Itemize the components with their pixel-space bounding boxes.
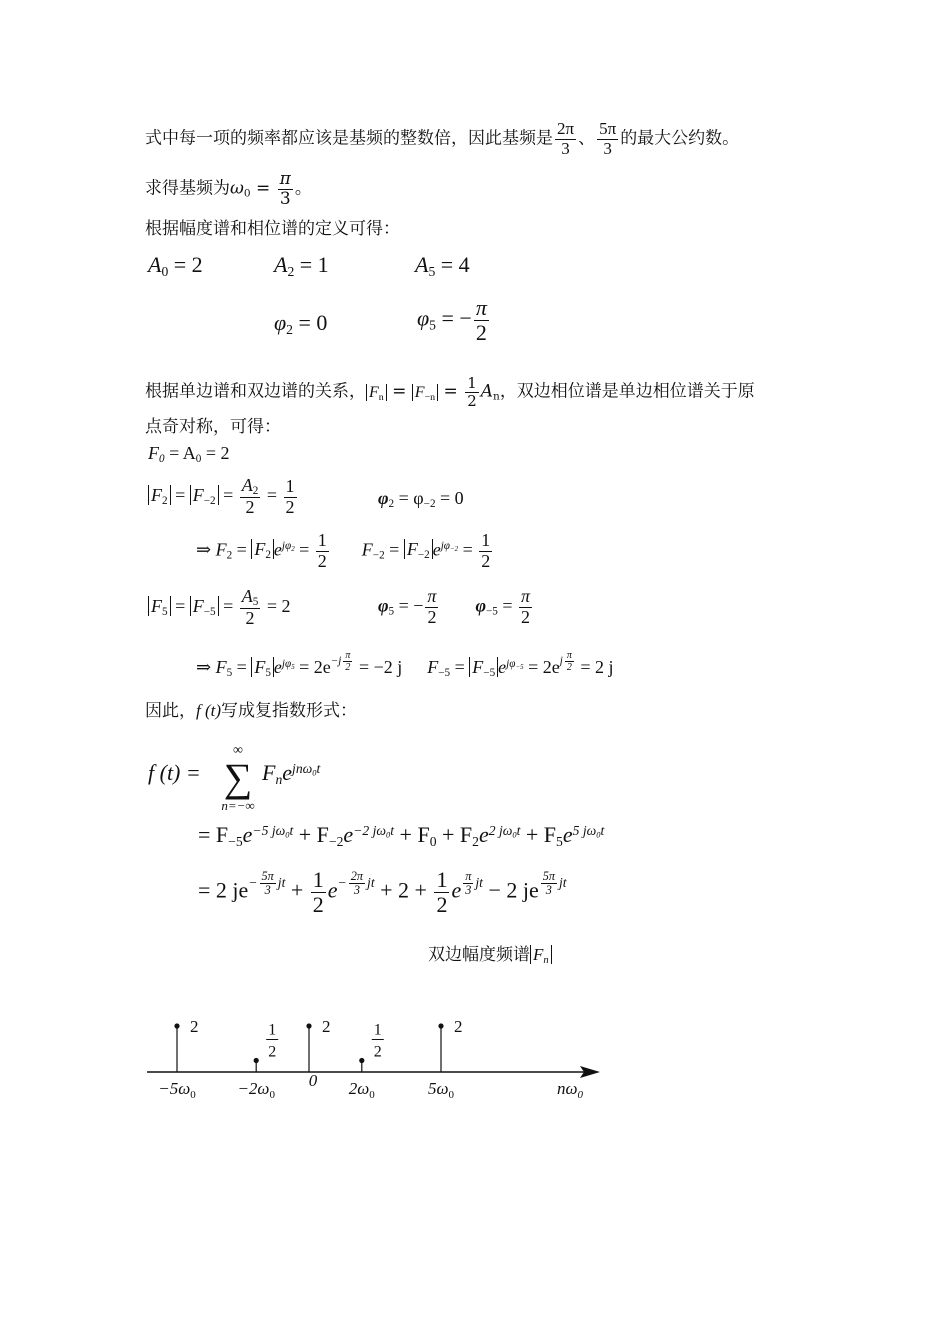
eq-phi2: $\varphi_2 = \varphi_{-2} = 0$ — [378, 488, 464, 511]
para1-text-a: 式中每一项的频率都应该是基频的整数倍，因此基频是 — [145, 128, 553, 149]
spectrum-chart — [0, 990, 950, 1120]
eq-sum-lhs: f (t) = — [148, 760, 201, 785]
paragraph-3: 根据幅度谱和相位谱的定义可得： — [145, 219, 400, 239]
x-axis-label: $n\omega_0$ — [557, 1079, 584, 1101]
paragraph-1 — [145, 120, 739, 158]
frac-5pi-3: $\frac{5\pi}{3}$ — [599, 119, 617, 158]
sum-sign: ∞ ∑ n=−∞ — [221, 743, 255, 813]
amp-a5: $A_5 = 4$ — [415, 252, 470, 279]
amp-a2: $A_2 = 1$ — [274, 252, 329, 279]
stem-dot — [254, 1058, 259, 1063]
chart-layer — [147, 1017, 600, 1101]
eq-f2: $F_2 = F_{-2}$ = $\frac{A_2}{2}$ = $\frac{1}{2}$ — [148, 476, 299, 518]
stem-value-denominator: 2 — [373, 1043, 382, 1061]
eq-f5: $F_5 = F_{-5}$ = $\frac{A_5}{2}$ = 2 — [148, 587, 291, 629]
stem-dot — [306, 1023, 311, 1028]
abs-fmn: $F_{-n}$ — [412, 384, 438, 401]
paragraph-2: 求得基频为$\omega_0$ = $\frac{\pi}{3}$ 。 — [145, 169, 312, 209]
frac-2pi-3: $\frac{2\pi}{3}$ — [557, 119, 575, 158]
eq-line-2: = $F_{-5}e^{-5 j\omega_0t} + F_{-2}e^{-2 j\omega_0t} + F_0 + F_2e^{2 j\omega_0t} + F_5e^{5 j\omega_0t}$ — [198, 822, 605, 849]
separator: 、 — [578, 128, 596, 149]
stem-dot — [438, 1023, 443, 1028]
amp-a0: $A_0 = 2$ — [148, 252, 203, 279]
x-tick-label: $5\omega_0$ — [427, 1079, 455, 1101]
eq-f0: $F_0 = A_0 = 2$ — [148, 443, 230, 466]
stem-dot — [359, 1058, 364, 1063]
eq-sum-term: $F_ne^{jn\omega_0t}$ — [262, 760, 321, 787]
eq-f5-arrow: ⇒ $F_5 = F_5$ $e^{j\varphi_5} = 2e-j$ $\frac{\pi}{2}$ = −2 j $F_{-5} = F_{-5}$ $e^{j\varphi_{-5}} = 2ej$ $\frac{\pi}{2}$ = 2 j — [196, 650, 614, 680]
stem-value-denominator: 2 — [268, 1043, 277, 1061]
stem-dot — [174, 1023, 179, 1028]
stem-value-label: 2 — [322, 1017, 331, 1036]
abs-fn: $F_n$ — [366, 384, 387, 401]
phase-phi5: $\varphi_5$ = − $\frac{\pi}{2}$ — [417, 295, 487, 346]
frac-pi-3: $\frac{\pi}{3}$ — [279, 169, 291, 209]
x-tick-label: 0 — [308, 1071, 318, 1090]
x-tick-label: $-5\omega_0$ — [158, 1079, 196, 1101]
paragraph-4: 根据单边谱和双边谱的关系， $F_n = F_{-n}$ = $\frac{1}{2}$ $A_n$，双边相位谱是单边相位谱关于原 — [145, 374, 755, 410]
paragraph-5: 点奇对称，可得： — [145, 417, 281, 437]
x-tick-label: $-2\omega_0$ — [237, 1079, 275, 1101]
omega-symbol: ω — [230, 178, 244, 199]
eq-phi5: $\varphi_5$ = − $\frac{\pi}{2}$ $\varphi_{-5}$ = $\frac{\pi}{2}$ — [378, 586, 531, 627]
chart-title: 双边幅度频谱 $F_n$ — [428, 944, 552, 972]
stem-value-label: 2 — [190, 1017, 199, 1036]
para2-text: 求得基频为 — [145, 178, 230, 199]
eq-f2-arrow: ⇒ $F_2 = F_2$ $e^{j\varphi_2}$ = $\frac{1}{2}$ $F_{-2} = F_{-2}$ $e^{j\varphi_{-2}}$ = $\frac{1}{2}$ — [196, 530, 491, 571]
stem-value-label: 2 — [454, 1017, 463, 1036]
phase-phi2: $\varphi_2 = 0$ — [274, 310, 328, 337]
stem-value-numerator: 1 — [268, 1021, 277, 1039]
para1-text-b: 的最大公约数。 — [620, 128, 740, 149]
paragraph-6: 因此，f (t)写成复指数形式： — [145, 701, 358, 721]
eq-line-3: = 2 je− $\frac{5\pi}{3}$ jt + $\frac{1}{2}$ e− $\frac{2\pi}{3}$ jt + 2 + $\frac{1}{2}$ e $\frac{\pi}{3}$ jt − 2 je $\frac{5\pi}{3}$ jt — [198, 867, 567, 918]
stem-value-numerator: 1 — [373, 1021, 382, 1039]
x-tick-label: $2\omega_0$ — [348, 1079, 375, 1101]
